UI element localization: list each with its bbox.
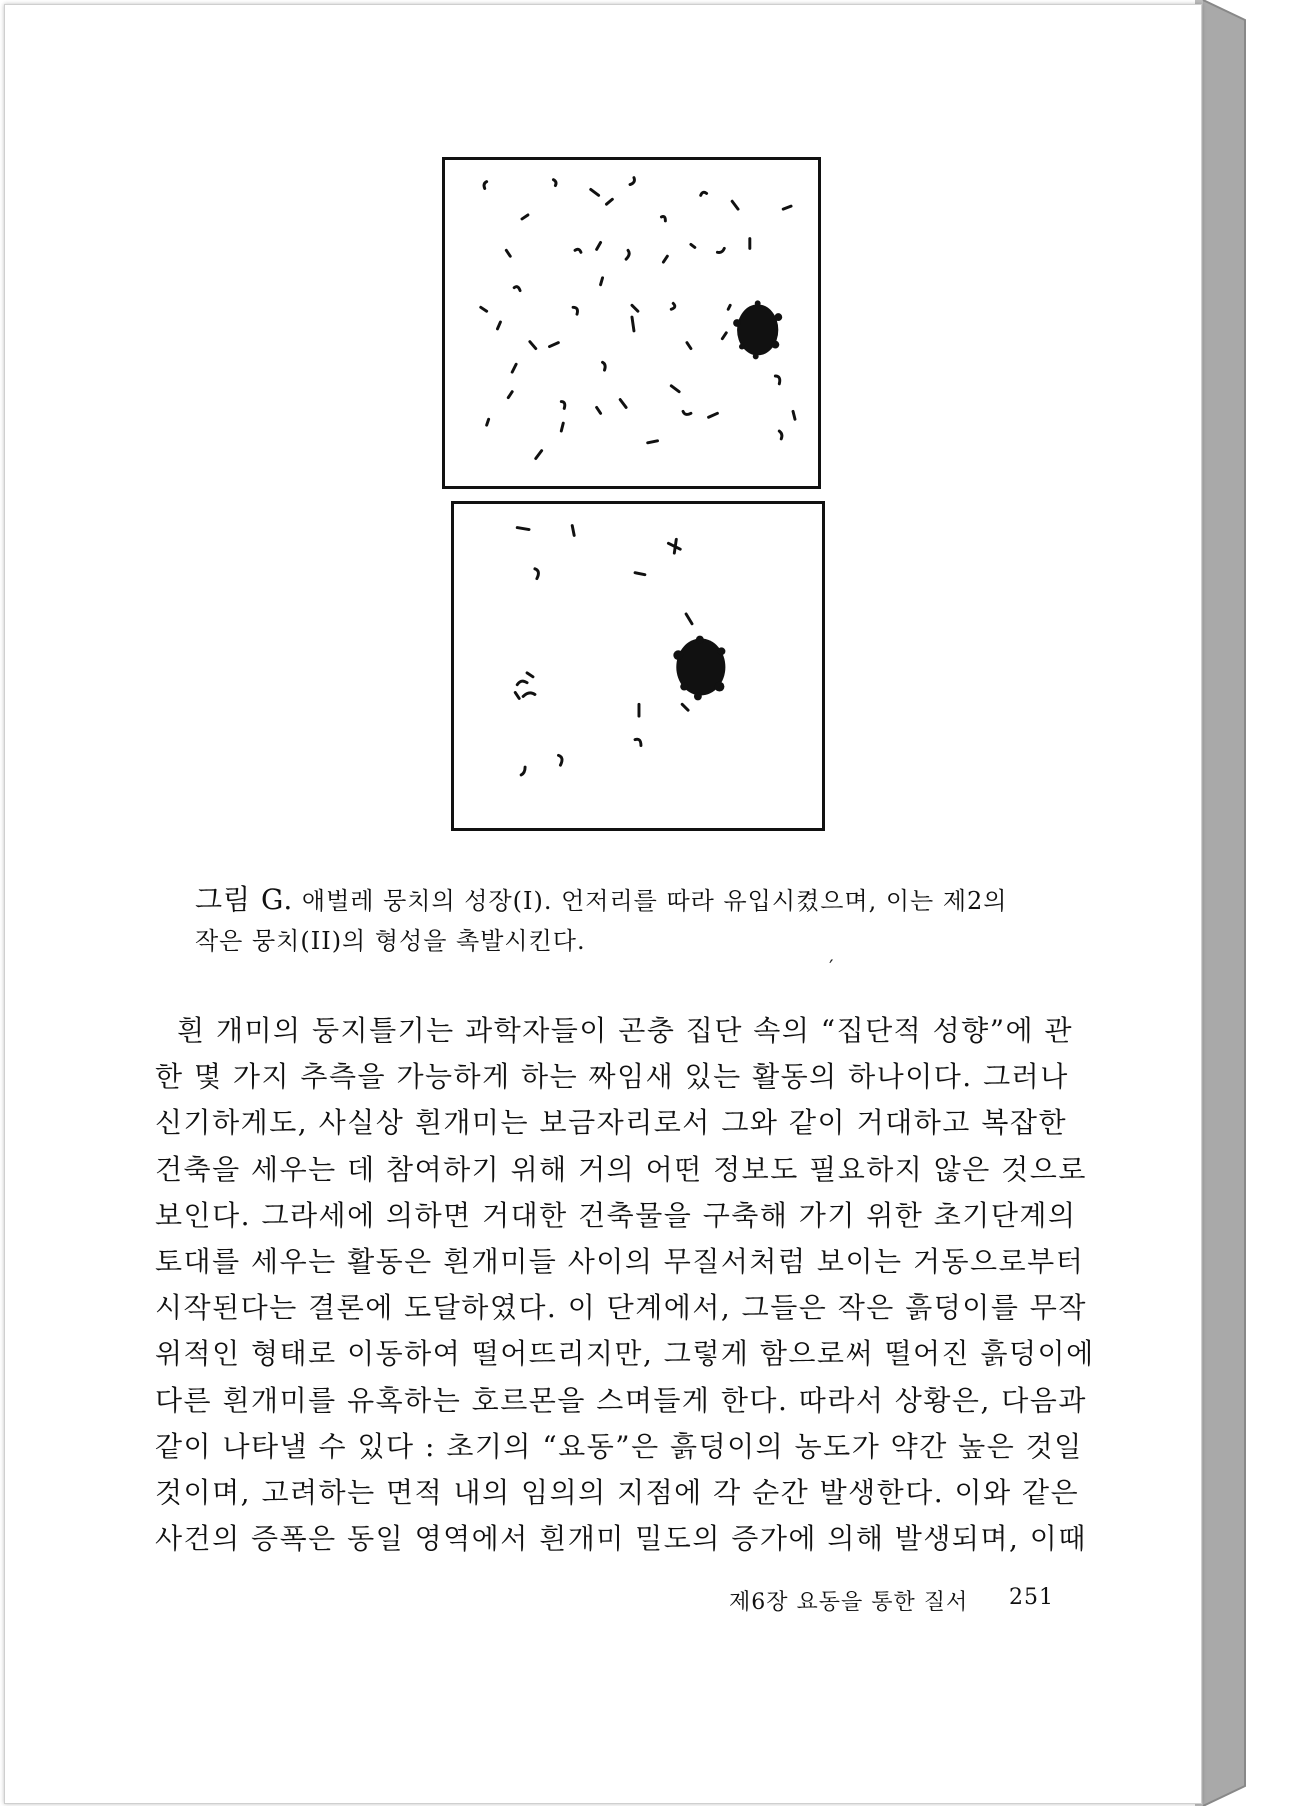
chapter-title: 제6장 요동을 통한 질서 — [729, 1590, 969, 1615]
caption-line-2: 작은 뭉치(II)의 형성을 촉발시킨다. — [195, 927, 586, 955]
figure-label: 그림 G. — [195, 883, 294, 916]
page-footer — [729, 1585, 1054, 1616]
book-edge — [1195, 0, 1303, 1806]
figure-panel-top — [442, 157, 821, 489]
body-line: 흰 개미의 둥지틀기는 과학자들이 곤충 집단 속의 “집단적 성향”에 관 — [177, 1014, 1074, 1047]
body-line: 다른 흰개미를 유혹하는 호르몬을 스며들게 한다. 따라서 상황은, 다음과 — [155, 1383, 1087, 1417]
page-number: 251 — [1009, 1585, 1054, 1610]
stray-mark: ′ — [829, 955, 834, 979]
body-paragraph — [155, 1008, 1095, 1562]
body-line: 신기하게도, 사실상 흰개미는 보금자리로서 그와 같이 거대하고 복잡한 — [155, 1106, 1067, 1140]
figure-caption — [195, 880, 1075, 961]
caption-line-1: 애벌레 뭉치의 성장(I). 언저리를 따라 유입시켰으며, 이는 제2의 — [301, 887, 1008, 915]
body-line: 토대를 세우는 활동은 흰개미들 사이의 무질서처럼 보이는 거동으로부터 — [155, 1244, 1085, 1278]
figure-panel-bottom — [451, 501, 825, 831]
body-line: 같이 나타낼 수 있다 : 초기의 “요동”은 흙덩이의 농도가 약간 높은 것일 — [155, 1429, 1083, 1463]
body-line: 한 몇 가지 추측을 가능하게 하는 짜임새 있는 활동의 하나이다. 그러나 — [155, 1060, 1069, 1094]
body-line: 시작된다는 결론에 도달하였다. 이 단계에서, 그들은 작은 흙덩이를 무작 — [155, 1291, 1087, 1325]
body-line: 사건의 증폭은 동일 영역에서 흰개미 밀도의 증가에 의해 발생되며, 이때 — [155, 1522, 1087, 1556]
body-line: 것이며, 고려하는 면적 내의 임의의 지점에 각 순간 발생한다. 이와 같은 — [155, 1475, 1080, 1509]
particle-diagram-bottom — [454, 504, 822, 828]
body-line: 보인다. 그라세에 의하면 거대한 건축물을 구축해 가기 위한 초기단계의 — [155, 1198, 1077, 1232]
particle-diagram-top — [445, 160, 818, 486]
body-line: 건축을 세우는 데 참여하기 위해 거의 어떤 정보도 필요하지 않은 것으로 — [155, 1152, 1087, 1186]
book-page — [4, 4, 1202, 1804]
body-line: 위적인 형태로 이동하여 떨어뜨리지만, 그렇게 함으로써 떨어진 흙덩이에 — [155, 1337, 1095, 1371]
